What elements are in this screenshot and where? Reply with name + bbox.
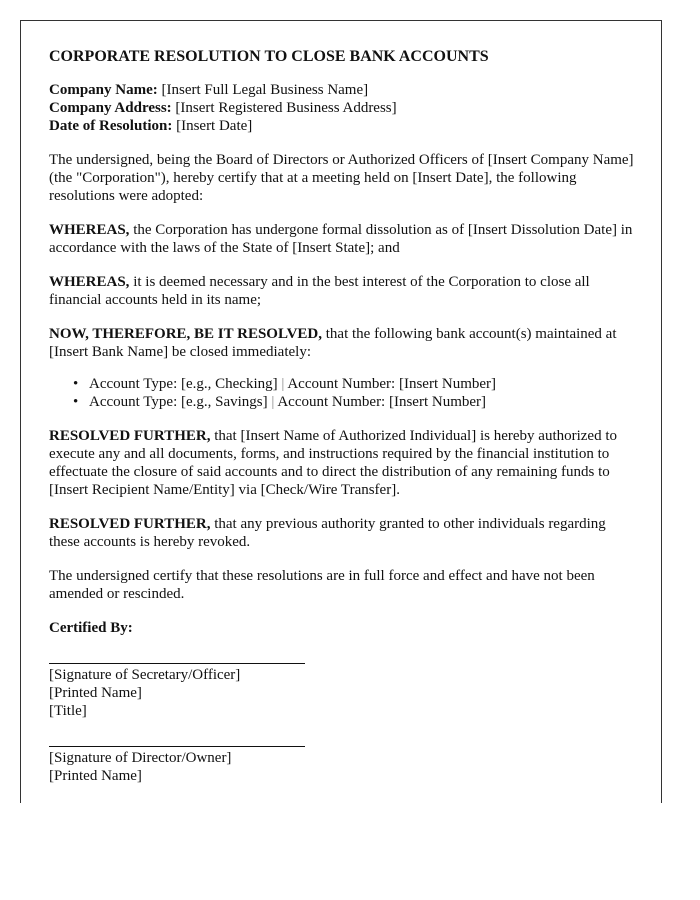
- certified-by-label: Certified By:: [49, 620, 133, 636]
- printed-name-caption: [Printed Name]: [49, 768, 142, 784]
- document-content: [49, 47, 639, 803]
- separator: |: [271, 394, 275, 410]
- document-title: CORPORATE RESOLUTION TO CLOSE BANK ACCOUNTS: [49, 48, 489, 65]
- title-caption: [Title]: [49, 703, 87, 719]
- certification-paragraph: The undersigned certify that these resolutions are in full force and effect and have not been amended or rescinded.: [49, 568, 595, 602]
- signature-line: [49, 663, 305, 664]
- whereas-clause-1: [49, 221, 639, 257]
- account-list: [49, 375, 639, 411]
- clause-lead: WHEREAS,: [49, 222, 130, 238]
- company-address-field: [49, 99, 639, 117]
- field-label: Company Name:: [49, 82, 158, 98]
- bullet-icon: •: [73, 376, 79, 392]
- printed-name-caption: [Printed Name]: [49, 685, 142, 701]
- account-type: Account Type: [e.g., Savings]: [89, 394, 268, 410]
- company-name-field: [49, 81, 639, 99]
- clause-lead: WHEREAS,: [49, 274, 130, 290]
- intro-paragraph: The undersigned, being the Board of Directors or Authorized Officers of [Insert Company Name] (the "Corporation"), hereby certify that at a meeting held on [Insert Date], the following resolutions were adopted:: [49, 152, 634, 204]
- signature-block-director: [49, 746, 639, 785]
- resolved-clause: [49, 325, 639, 361]
- clause-text: it is deemed necessary and in the best interest of the Corporation to close all financial accounts held in its name;: [49, 274, 590, 308]
- account-number: Account Number: [Insert Number]: [277, 394, 487, 410]
- clause-lead: RESOLVED FURTHER,: [49, 428, 211, 444]
- account-number: Account Number: [Insert Number]: [287, 376, 497, 392]
- account-list-item: [73, 375, 639, 393]
- signature-line: [49, 746, 305, 747]
- clause-text: that the following bank account(s) maintained at [Insert Bank Name] be closed immediately:: [49, 326, 617, 360]
- clause-lead: NOW, THEREFORE, BE IT RESOLVED,: [49, 326, 323, 342]
- signature-block-secretary: [49, 663, 639, 720]
- field-label: Date of Resolution:: [49, 118, 173, 134]
- bullet-icon: •: [73, 394, 79, 410]
- resolved-further-clause-2: [49, 515, 639, 551]
- whereas-clause-2: [49, 273, 639, 309]
- account-type: Account Type: [e.g., Checking]: [89, 376, 278, 392]
- date-of-resolution-field: [49, 117, 639, 135]
- field-value: [Insert Full Legal Business Name]: [161, 82, 369, 98]
- clause-text: that [Insert Name of Authorized Individual] is hereby authorized to execute any and all documents, forms, and instructions required by the financial institution to effectuate the closure of said accounts and to direct the distribution of any remaining funds to [Insert Recipient Name/Entity] via [Check/Wire Transfer].: [49, 428, 618, 498]
- document-page: [20, 20, 662, 803]
- signature-caption: [Signature of Director/Owner]: [49, 750, 232, 766]
- signature-caption: [Signature of Secretary/Officer]: [49, 667, 241, 683]
- separator: |: [281, 376, 285, 392]
- header-fields: [49, 81, 639, 135]
- field-value: [Insert Registered Business Address]: [175, 100, 397, 116]
- account-list-item: [73, 393, 639, 411]
- clause-text: the Corporation has undergone formal dissolution as of [Insert Dissolution Date] in accordance with the laws of the State of [Insert State]; and: [49, 222, 633, 256]
- field-label: Company Address:: [49, 100, 172, 116]
- field-value: [Insert Date]: [176, 118, 253, 134]
- resolved-further-clause-1: [49, 427, 639, 499]
- clause-text: that any previous authority granted to other individuals regarding these accounts is hereby revoked.: [49, 516, 606, 550]
- clause-lead: RESOLVED FURTHER,: [49, 516, 211, 532]
